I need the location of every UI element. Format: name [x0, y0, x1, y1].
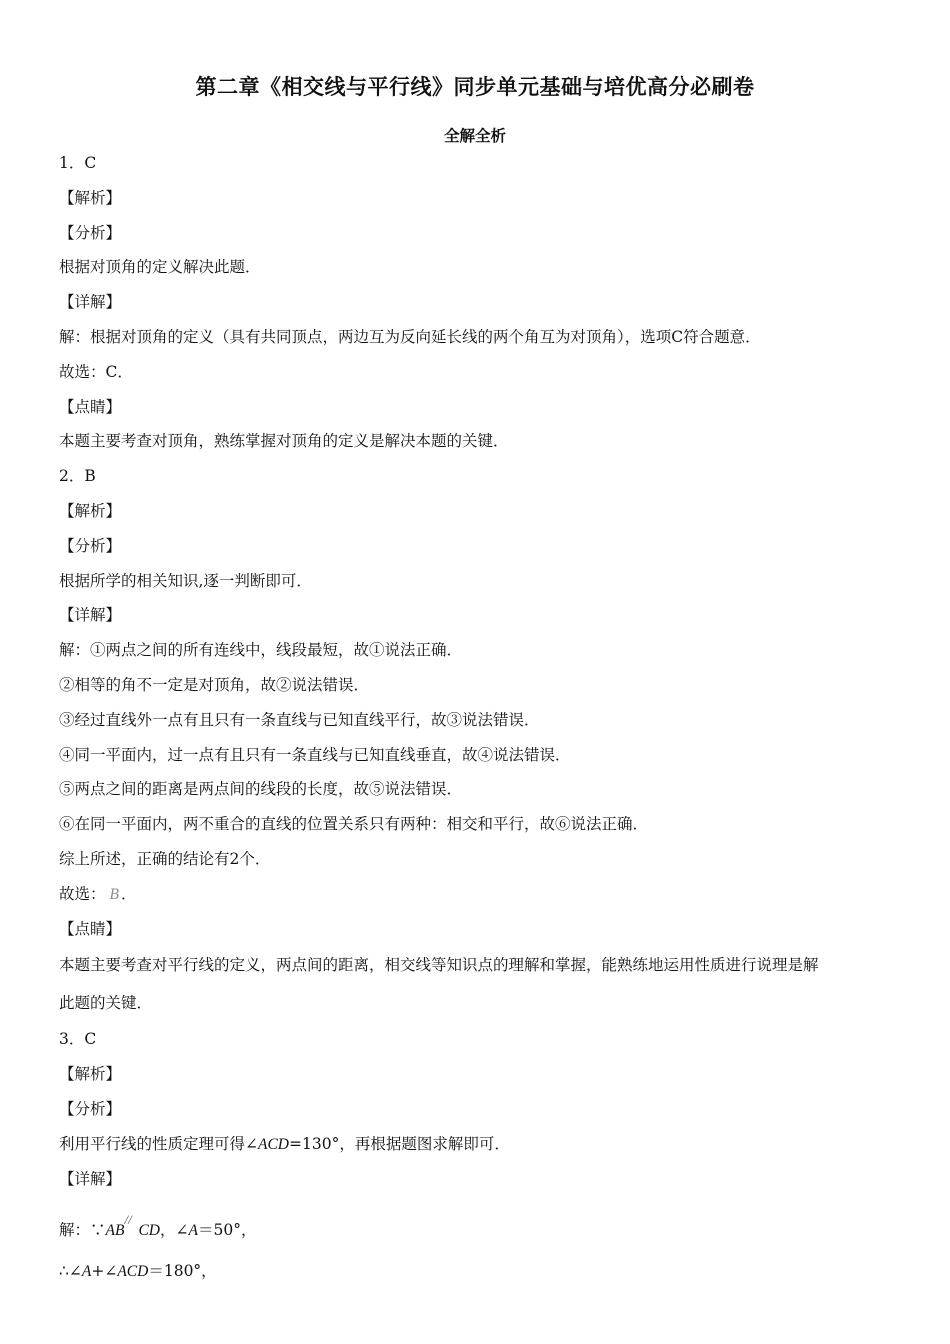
q2-item: ④同一平面内，过一点有且只有一条直线与已知直线垂直，故④说法错误． [59, 745, 571, 764]
q2-item: 综上所述，正确的结论有2个． [59, 849, 271, 868]
q3-step2-a: ∠A [68, 1263, 92, 1281]
q2-fenxi-text: 根据所学的相关知识,逐一判断即可． [59, 571, 312, 590]
q3-step1-cd: CD [138, 1222, 160, 1240]
q3-step2-plus: + [91, 1262, 105, 1281]
q1-answer: 1．C [59, 154, 97, 172]
q1-detail: 解：根据对顶角的定义（具有共同顶点，两边互为反向延长线的两个角互为对顶角），选项C符合题意． [59, 327, 761, 346]
q3-fenxi-label: 【分析】 [59, 1099, 122, 1118]
q3-step1-angle: ∠A [175, 1222, 198, 1240]
q1-xiangjie-label: 【详解】 [59, 293, 122, 312]
page-title: 第二章《相交线与平行线》同步单元基础与培优高分必刷卷 [195, 75, 755, 99]
q2-dianjing-label: 【点睛】 [59, 919, 122, 938]
q2-choose-prefix: 故选： [59, 884, 106, 903]
q2-item: 解：①两点之间的所有连线中，线段最短，故①说法正确． [59, 641, 463, 660]
answer-content [59, 146, 889, 1289]
q1-fenxi-text: 根据对顶角的定义解决此题． [59, 258, 261, 277]
q3-jiexi-label: 【解析】 [59, 1065, 122, 1084]
q1-note: 本题主要考查对顶角，熟练掌握对顶角的定义是解决本题的关键． [59, 432, 509, 451]
q2-choose-letter: B [109, 885, 119, 903]
q2-item: ⑤两点之间的距离是两点间的线段的长度，故⑤说法错误． [59, 780, 463, 799]
q2-note-line1: 本题主要考查对平行线的定义，两点间的距离，相交线等知识点的理解和掌握，能熟练地运用性质进行说理是解 [59, 956, 819, 975]
q2-item: ②相等的角不一定是对顶角，故②说法错误． [59, 675, 370, 694]
q2-xiangjie-label: 【详解】 [59, 606, 122, 625]
q3-step-2 [59, 1254, 889, 1289]
q2-answer: 2．B [59, 467, 96, 486]
q1-dianjing-label: 【点睛】 [59, 397, 122, 416]
page-subtitle: 全解全析 [443, 127, 506, 145]
parallel-symbol: // [124, 1212, 132, 1228]
q3-step2-acd: ∠ACD [104, 1263, 149, 1281]
q3-fenxi-suffix: =130°，再根据题图求解即可． [289, 1134, 510, 1153]
q2-item: ③经过直线外一点有且只有一条直线与已知直线平行，故③说法错误． [59, 710, 540, 729]
q3-step1-suffix: ＝50°， [197, 1221, 257, 1240]
q2-item: ⑥在同一平面内，两不重合的直线的位置关系只有两种：相交和平行，故⑥说法正确． [59, 815, 649, 834]
q2-choose [59, 877, 889, 912]
q2-note-line2: 此题的关键． [59, 994, 153, 1013]
q1-jiexi-label: 【解析】 [59, 188, 122, 207]
q3-step-1 [59, 1196, 889, 1254]
q3-step1-ab: AB [105, 1222, 125, 1240]
q3-xiangjie-label: 【详解】 [59, 1169, 122, 1188]
q2-jiexi-label: 【解析】 [59, 501, 122, 520]
q3-fenxi-angle: ∠ACD [245, 1135, 290, 1153]
q3-fenxi-text [59, 1127, 889, 1162]
q2-fenxi-label: 【分析】 [59, 536, 122, 555]
q3-step1-mid: ， [160, 1221, 176, 1240]
q3-answer: 3．C [59, 1030, 97, 1049]
q3-step2-suffix: ＝180°， [148, 1262, 217, 1281]
q1-fenxi-label: 【分析】 [59, 223, 122, 242]
q3-fenxi-prefix: 利用平行线的性质定理可得 [59, 1134, 246, 1153]
q3-step1-prefix: 解：∵ [59, 1221, 106, 1240]
q2-choose-suffix: ． [120, 884, 137, 903]
q3-step2-prefix: ∴ [59, 1262, 69, 1281]
q1-choose: 故选：C． [59, 362, 133, 381]
